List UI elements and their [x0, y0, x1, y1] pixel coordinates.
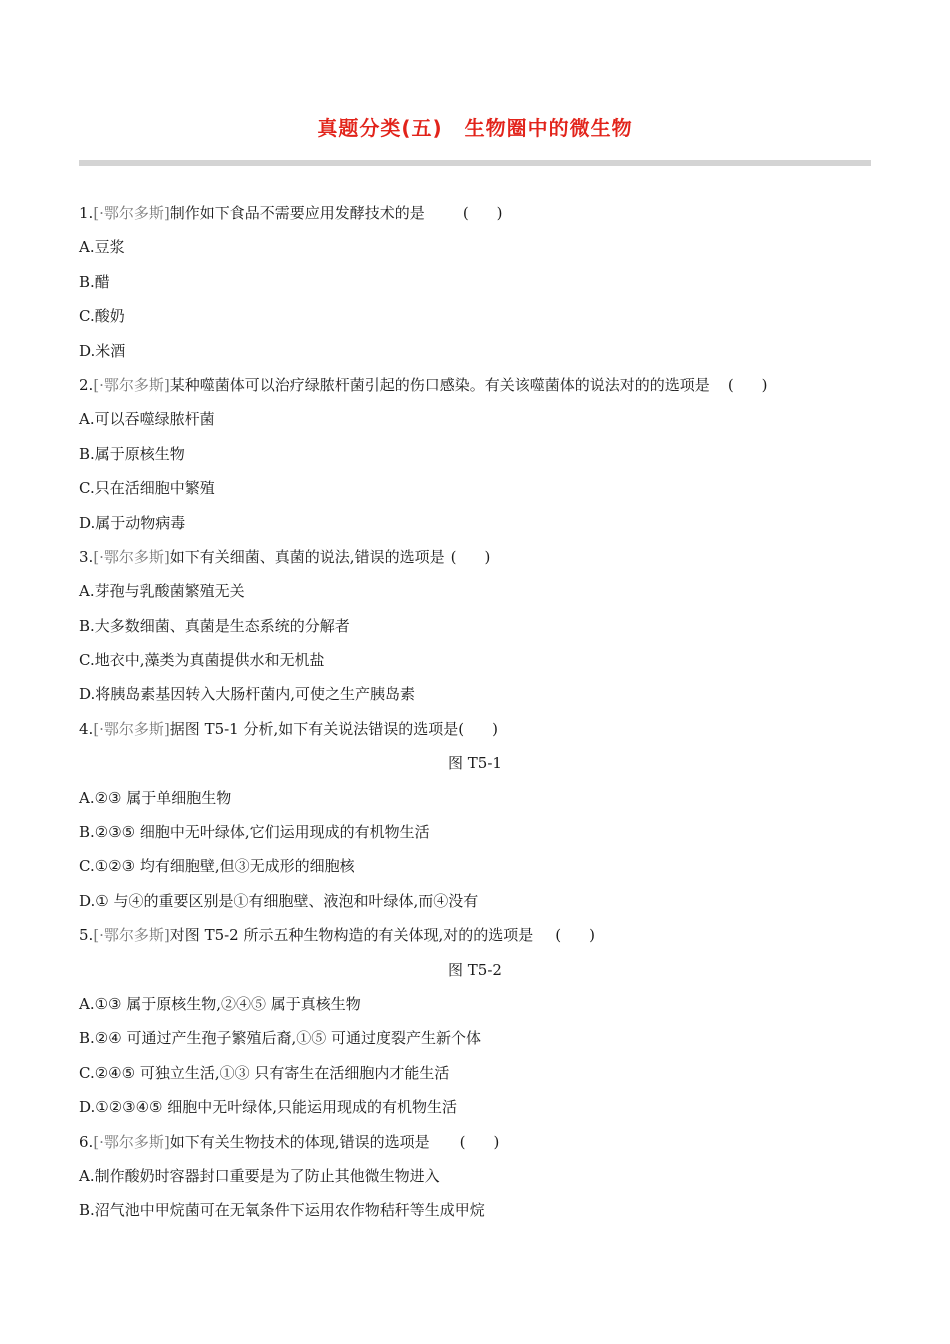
question-number: 6. [79, 1132, 94, 1151]
answer-option: A.可以吞噬绿脓杆菌 [79, 410, 215, 429]
question-stem [79, 198, 879, 232]
question-stem [79, 714, 879, 748]
answer-blank: ( ) [727, 375, 768, 394]
answer-option: A.②③ 属于单细胞生物 [79, 788, 232, 807]
answer-option: B.②③⑤ 细胞中无叶绿体,它们运用现成的有机物生活 [79, 823, 430, 842]
answer-blank: ( ) [459, 1132, 500, 1151]
answer-option: A.芽孢与乳酸菌繁殖无关 [79, 582, 245, 601]
question-source: [·鄂尔多斯] [93, 204, 170, 222]
question-stem [79, 920, 879, 954]
answer-option: D.将胰岛素基因转入大肠杆菌内,可使之生产胰岛素 [79, 685, 416, 704]
page-title [0, 112, 950, 141]
answer-blank: ( ) [450, 547, 491, 566]
question-number: 1. [79, 204, 94, 222]
answer-option: C.酸奶 [79, 307, 125, 326]
answer-option: A.制作酸奶时容器封口重要是为了防止其他微生物进入 [79, 1166, 440, 1185]
question-stem [79, 1127, 879, 1161]
question-text: 如下有关生物技术的体现,错误的选项是 [169, 1132, 430, 1151]
page-title-topic: 生物圈中的微生物 [464, 116, 633, 140]
figure-caption: 图 T5-1 [448, 754, 502, 773]
question-number: 2. [79, 375, 94, 394]
answer-option: A.①③ 属于原核生物,②④⑤ 属于真核生物 [79, 994, 361, 1013]
question-stem [79, 542, 879, 576]
answer-option: B.大多数细菌、真菌是生态系统的分解者 [79, 616, 350, 635]
figure-caption: 图 T5-2 [448, 960, 502, 979]
answer-blank: ( ) [555, 926, 595, 945]
answer-blank: ( ) [462, 204, 503, 222]
question-number: 3. [79, 547, 94, 566]
page-title-series: 真题分类(五) [317, 116, 443, 140]
question-source: [·鄂尔多斯] [93, 719, 170, 738]
question-text: 如下有关细菌、真菌的说法,错误的选项是 [169, 547, 445, 566]
answer-option: D.①②③④⑤ 细胞中无叶绿体,只能运用现成的有机物生活 [79, 1098, 458, 1117]
question-source: [·鄂尔多斯] [93, 375, 170, 394]
question-source: [·鄂尔多斯] [93, 1132, 170, 1151]
question-list [79, 198, 879, 1230]
answer-option: A.豆浆 [79, 238, 125, 257]
answer-option: D.① 与④的重要区别是①有细胞壁、液泡和叶绿体,而④没有 [79, 891, 479, 910]
answer-blank: ( ) [458, 719, 498, 738]
question-number: 4. [79, 719, 94, 738]
question-source: [·鄂尔多斯] [93, 547, 170, 566]
answer-option: C.只在活细胞中繁殖 [79, 479, 215, 498]
answer-option: D.属于动物病毒 [79, 513, 186, 532]
answer-option: C.②④⑤ 可独立生活,①③ 只有寄生在活细胞内才能生活 [79, 1063, 450, 1082]
answer-option: C.地衣中,藻类为真菌提供水和无机盐 [79, 651, 325, 670]
question-source: [·鄂尔多斯] [93, 926, 170, 945]
question-text: 制作如下食品不需要应用发酵技术的是 [169, 204, 425, 222]
answer-option: D.米酒 [79, 341, 126, 360]
question-text: 据图 T5-1 分析,如下有关说法错误的选项是 [169, 719, 459, 738]
answer-option: C.①②③ 均有细胞壁,但③无成形的细胞核 [79, 857, 355, 876]
answer-option: B.醋 [79, 272, 110, 291]
title-divider [79, 160, 871, 166]
answer-option: B.沼气池中甲烷菌可在无氧条件下运用农作物秸秆等生成甲烷 [79, 1201, 485, 1220]
question-stem [79, 370, 879, 404]
answer-option: B.属于原核生物 [79, 444, 185, 463]
question-text: 某种噬菌体可以治疗绿脓杆菌引起的伤口感染。有关该噬菌体的说法对的的选项是 [169, 375, 710, 394]
question-text: 对图 T5-2 所示五种生物构造的有关体现,对的的选项是 [169, 926, 534, 945]
answer-option: B.②④ 可通过产生孢子繁殖后裔,①⑤ 可通过度裂产生新个体 [79, 1029, 481, 1048]
question-number: 5. [79, 926, 94, 945]
